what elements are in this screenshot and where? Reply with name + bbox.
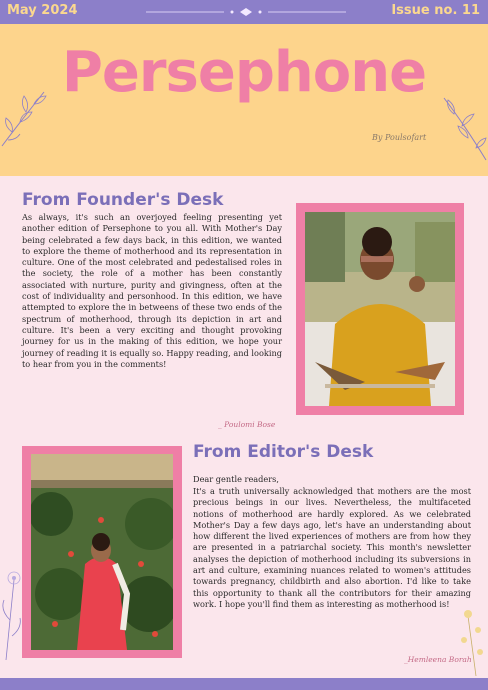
founder-body: As always, it's such an overjoyed feeling presenting yet another edition of Persephone to you all. With Mother's Day being celebrated a few days back, in this edition, we wanted to explore the theme of motherhood and its representation in culture. One of the most celebrated and pedestalised roles in the society, the role of a mother has been constantly associated with nurture, purity and givingness, often at the cost of individuality and personhood. In this edition, we have attempted to explore the in betweens of these two ends of the spectrum of motherhood, through its depiction in art and culture. It's been a very exciting and thought provoking journey for us in the making of this edition, we hope your journey of reading it is equally so. Happy reading, and looking to hear from you in the comments! [22,212,282,369]
masthead-byline: By Poulsofart [372,133,427,142]
issue-date: May 2024 [7,3,78,18]
top-bar [0,0,488,24]
issue-number: Issue no. 11 [391,3,480,18]
editor-signature: _Hemleena Borah [404,655,472,664]
bottom-bar [0,678,488,690]
founder-signature: _ Poulomi Bose [218,420,276,429]
editor-body: It's a truth universally acknowledged that mothers are the most precious beings in our lives. Nevertheless, the multifaceted notions of motherhood are hardly explored. As we celebrated Mother's Day a few days ago, let's have an understanding about how different the lived experiences of mothers are from how they are presented in a patriarchal society. This month's newsletter analyses the depiction of motherhood including its subversions in art and culture, examining nuances related to women's attitudes towards pregnancy, childbirth and also abortion. I'd like to take this opportunity to thank all the contributors for their amazing work. I hope you'll find them as interesting as motherhood is! [193,486,471,609]
founder-photo-illustration [305,212,455,406]
leaf-sprig-left-icon [0,86,50,150]
masthead-title: Persephone [61,40,427,105]
founder-heading: From Founder's Desk [22,190,224,210]
leaf-sprig-right-icon [440,94,488,164]
editor-photo [31,454,173,650]
flower-left-icon [0,560,40,660]
editor-heading: From Editor's Desk [193,442,374,462]
divider-ornament-icon [146,7,346,17]
founder-photo [305,212,455,406]
flower-right-icon [456,596,488,676]
editor-photo-illustration [31,454,173,650]
editor-greeting: Dear gentle readers, [193,474,279,484]
